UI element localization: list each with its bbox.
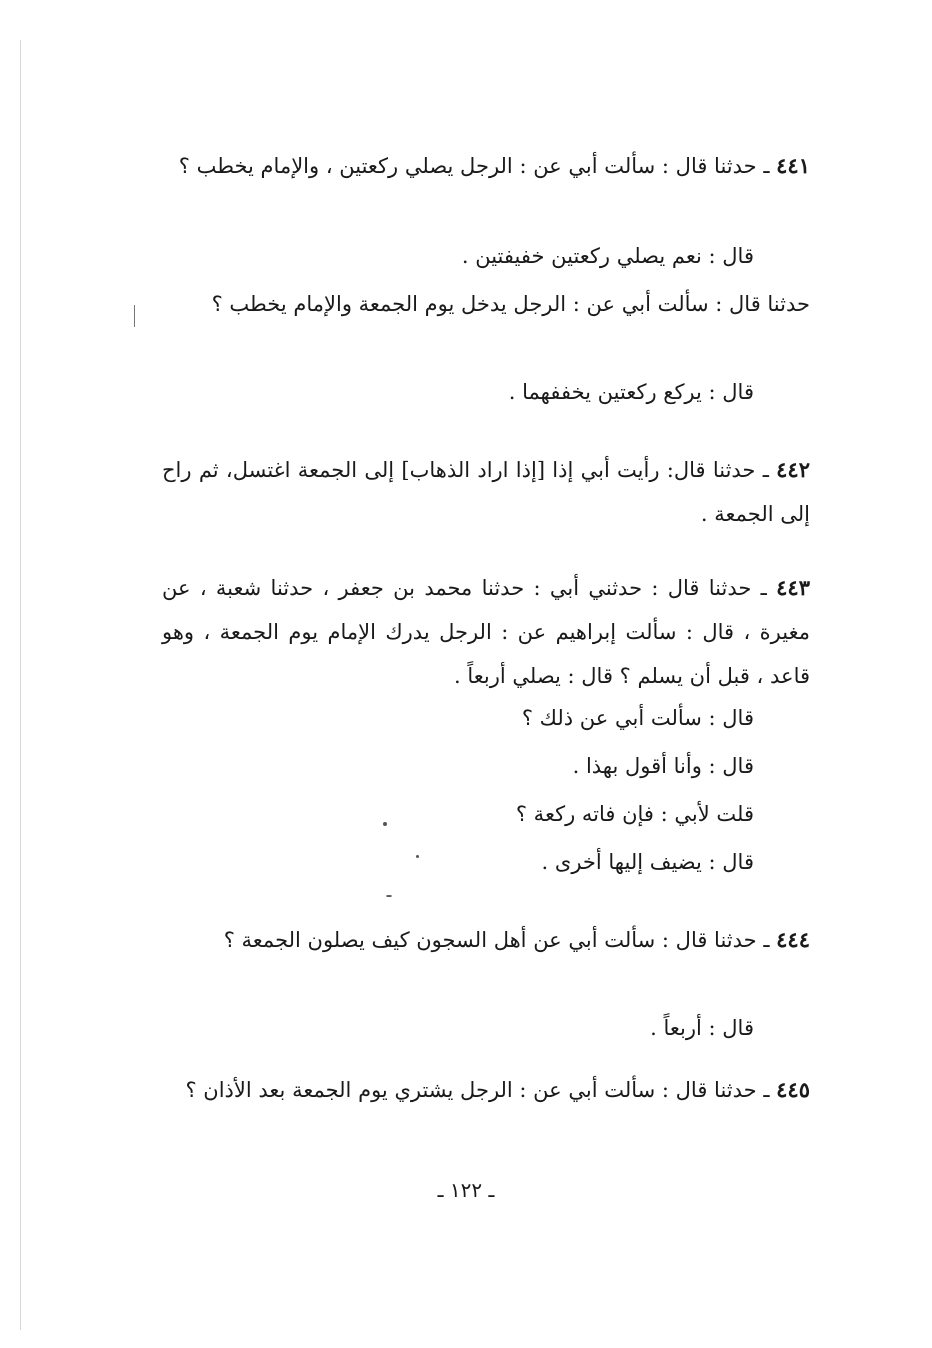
entry-443-line-2: قال : وأنا أقول بهذا . (572, 754, 754, 778)
entry-444-line-1: قال : أربعاً . (650, 1016, 754, 1040)
entry-number: ٤٤٥ (776, 1077, 810, 1102)
entry-443-line-1: قال : سألت أبي عن ذلك ؟ (521, 706, 754, 730)
entry-441-paragraph (162, 144, 810, 188)
entry-442-paragraph (162, 448, 810, 536)
page-number: ـ ١٢٢ ـ (437, 1178, 495, 1202)
entry-443-line-4: قال : يضيف إليها أخرى . (541, 850, 754, 874)
entry-text: حدثنا قال : سألت أبي عن : الرجل يشتري يوم الجمعة بعد الأذان ؟ (185, 1078, 757, 1102)
entry-number: ٤٤٢ (776, 457, 810, 482)
entry-443-line-3: قلت لأبي : فإن فاته ركعة ؟ (515, 802, 754, 826)
entry-443-paragraph (162, 566, 810, 698)
entry-text: حدثنا قال : حدثني أبي : حدثنا محمد بن جعفر ، حدثنا شعبة ، عن مغيرة ، قال : سألت إبراهيم عن : الرجل يدرك الإمام يوم الجمعة ، وهو قاعد ، قبل أن يسلم ؟ قال : يصلي أربعاً . (162, 576, 810, 688)
scan-speck (416, 855, 419, 858)
entry-text: حدثنا قال : سألت أبي عن أهل السجون كيف يصلون الجمعة ؟ (223, 928, 757, 952)
entry-444-paragraph (162, 918, 810, 962)
entry-dash: ـ (756, 154, 777, 178)
scan-margin-line (20, 40, 21, 1330)
entry-441-line-2: حدثنا قال : سألت أبي عن : الرجل يدخل يوم الجمعة والإمام يخطب ؟ (211, 292, 810, 316)
entry-441-line-3: قال : يركع ركعتين يخففهما . (508, 380, 754, 404)
entry-445-paragraph (162, 1068, 810, 1112)
entry-text: حدثنا قال : سألت أبي عن : الرجل يصلي ركعتين ، والإمام يخطب ؟ (178, 154, 757, 178)
entry-dash: ـ (755, 458, 777, 482)
scan-speck (134, 305, 135, 327)
entry-dash: ـ (756, 928, 777, 952)
entry-441-line-1: قال : نعم يصلي ركعتين خفيفتين . (461, 244, 754, 268)
entry-text: حدثنا قال: رأيت أبي إذا [إذا اراد الذهاب] إلى الجمعة اغتسل، ثم راح إلى الجمعة . (162, 458, 810, 526)
entry-number: ٤٤١ (776, 153, 810, 178)
scan-speck (386, 895, 392, 897)
entry-number: ٤٤٣ (776, 575, 810, 600)
scan-speck (383, 822, 387, 826)
entry-number: ٤٤٤ (776, 927, 810, 952)
entry-dash: ـ (751, 576, 777, 600)
entry-dash: ـ (756, 1078, 777, 1102)
